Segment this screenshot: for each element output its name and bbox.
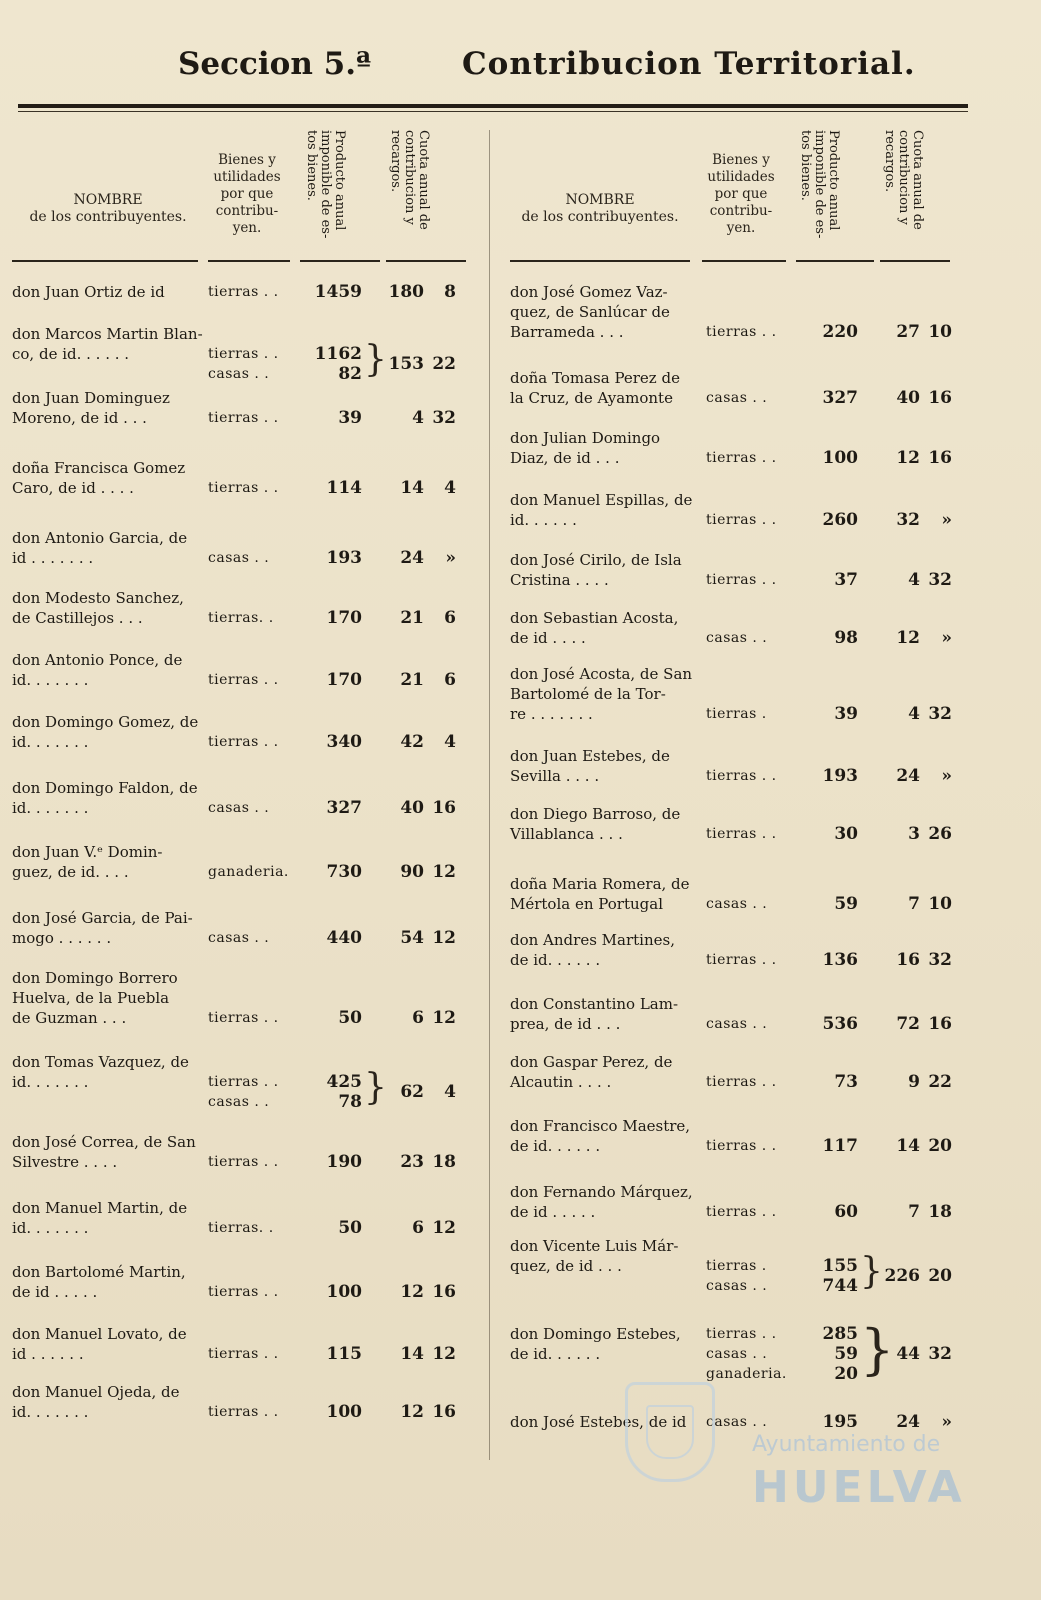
quota-fraction: 32 (928, 950, 952, 970)
contributor-name: don José Acosta, de San Bartolomé de la Tor- re . . . . . . . (510, 665, 693, 723)
quota-fraction: » (941, 1412, 952, 1432)
annual-product: 1459 (314, 282, 362, 302)
annual-quota: 6 (412, 1008, 424, 1028)
annual-quota: 23 (400, 1152, 424, 1172)
annual-product: 260 (822, 510, 858, 530)
header-bienes: Bienes y utilidades por que contribu- yen. (707, 152, 775, 236)
property-type: tierras . . (706, 1074, 777, 1090)
property-type: casas . . (208, 930, 270, 946)
contributor-name: don Modesto Sanchez, de Castillejos . . . (12, 589, 184, 627)
annual-product: 425 78 (326, 1072, 362, 1112)
property-type: tierras . . (706, 952, 777, 968)
quota-fraction: 22 (928, 1072, 952, 1092)
quota-fraction: 20 (928, 1266, 952, 1286)
contributor-name: doña Francisca Gomez Caro, de id . . . . (12, 459, 186, 497)
contributor-name: don José Gomez Vaz- quez, de Sanlúcar de Barrameda . . . (510, 283, 670, 341)
quota-fraction: 6 (444, 670, 456, 690)
quota-fraction: » (445, 548, 456, 568)
annual-quota: 24 (400, 548, 424, 568)
property-type: ganaderia. (208, 864, 289, 880)
property-type: tierras . . (208, 1404, 279, 1420)
contributor-name: don Manuel Lovato, de id . . . . . . (12, 1325, 187, 1363)
property-type: tierras . . (208, 284, 279, 300)
header-bienes: Bienes y utilidades por que contribu- yen. (213, 152, 281, 236)
property-type: casas . . (706, 1016, 768, 1032)
column-divider (489, 130, 490, 1460)
quota-fraction: 10 (928, 322, 952, 342)
header-rule (18, 104, 968, 108)
quota-fraction: 12 (432, 862, 456, 882)
annual-quota: 24 (896, 766, 920, 786)
brace-mark: } (364, 339, 387, 380)
annual-product: 115 (326, 1344, 362, 1364)
contributor-name: don Manuel Espillas, de id. . . . . . (510, 491, 693, 529)
annual-product: 327 (822, 388, 858, 408)
annual-quota: 32 (896, 510, 920, 530)
property-type: tierras . . (208, 480, 279, 496)
annual-quota: 27 (896, 322, 920, 342)
annual-quota: 3 (908, 824, 920, 844)
annual-quota: 12 (400, 1282, 424, 1302)
annual-product: 100 (326, 1282, 362, 1302)
quota-fraction: 4 (444, 732, 456, 752)
brace-mark: } (364, 1067, 387, 1108)
header-underline (208, 260, 290, 262)
annual-product: 50 (338, 1008, 362, 1028)
left-table (8, 120, 476, 1422)
quota-fraction: 10 (928, 894, 952, 914)
annual-quota: 42 (400, 732, 424, 752)
quota-fraction: 8 (444, 282, 456, 302)
header-cuota: Cuota anual de contribucion y recargos. (388, 130, 431, 230)
header-nombre: NOMBRE de los contribuyentes. (521, 192, 679, 225)
property-type: tierras . (706, 706, 767, 722)
annual-quota: 4 (908, 570, 920, 590)
annual-quota: 6 (412, 1218, 424, 1238)
annual-product: 170 (326, 670, 362, 690)
annual-quota: 90 (400, 862, 424, 882)
contributor-name: don Manuel Martin, de id. . . . . . . (12, 1199, 188, 1237)
quota-fraction: 32 (928, 704, 952, 724)
contributor-name: don Bartolomé Martin, de id . . . . . (12, 1263, 186, 1301)
quota-fraction: 18 (928, 1202, 952, 1222)
property-type: tierras . . (208, 410, 279, 426)
annual-quota: 21 (400, 608, 424, 628)
annual-quota: 12 (896, 448, 920, 468)
quota-fraction: 16 (432, 1402, 456, 1422)
contributor-name: don Fernando Márquez, de id . . . . . (510, 1183, 693, 1221)
quota-fraction: 26 (928, 824, 952, 844)
annual-quota: 7 (908, 1202, 920, 1222)
property-type: casas . . (706, 1414, 768, 1430)
annual-quota: 72 (896, 1014, 920, 1034)
annual-product: 136 (822, 950, 858, 970)
quota-fraction: 12 (432, 1218, 456, 1238)
header-underline (880, 260, 950, 262)
quota-fraction: 20 (928, 1136, 952, 1156)
annual-quota: 16 (896, 950, 920, 970)
contributor-name: don José Estebes, de id (510, 1413, 687, 1431)
contributor-name: don Vicente Luis Már- quez, de id . . . (510, 1237, 679, 1275)
property-type: tierras . . (706, 1204, 777, 1220)
annual-quota: 24 (896, 1412, 920, 1432)
annual-product: 39 (834, 704, 858, 724)
annual-product: 195 (822, 1412, 858, 1432)
contributor-name: doña Maria Romera, de Mértola en Portugal (510, 875, 690, 913)
annual-product: 327 (326, 798, 362, 818)
annual-quota: 12 (400, 1402, 424, 1422)
annual-quota: 14 (400, 1344, 424, 1364)
annual-product: 100 (822, 448, 858, 468)
property-type: tierras. . (208, 610, 274, 626)
annual-product: 340 (326, 732, 362, 752)
property-type: tierras . . (208, 1010, 279, 1026)
annual-product: 170 (326, 608, 362, 628)
property-type: tierras . . (706, 1138, 777, 1154)
right-table (510, 120, 970, 1432)
contributor-name: don Juan Estebes, de Sevilla . . . . (510, 747, 670, 785)
quota-fraction: 6 (444, 608, 456, 628)
quota-fraction: 12 (432, 1344, 456, 1364)
property-type: tierras . . (706, 572, 777, 588)
property-type: casas . . (706, 630, 768, 646)
annual-quota: 226 (884, 1266, 920, 1286)
watermark-title: HUELVA (752, 1462, 966, 1513)
property-type: tierras . . casas . . (208, 346, 279, 382)
property-type: tierras . . (208, 1284, 279, 1300)
quota-fraction: 16 (432, 1282, 456, 1302)
watermark-text: Ayuntamiento de (752, 1432, 941, 1457)
contributor-name: don Sebastian Acosta, de id . . . . (510, 609, 679, 647)
annual-product: 193 (822, 766, 858, 786)
quota-fraction: 18 (432, 1152, 456, 1172)
annual-product: 30 (834, 824, 858, 844)
quota-fraction: 32 (928, 1344, 952, 1364)
annual-quota: 14 (400, 478, 424, 498)
annual-quota: 62 (400, 1082, 424, 1102)
quota-fraction: 16 (928, 1014, 952, 1034)
contributor-name: don Domingo Borrero Huelva, de la Puebla de Guzman . . . (12, 969, 178, 1027)
annual-product: 193 (326, 548, 362, 568)
contributor-name: don José Correa, de San Silvestre . . . . (12, 1133, 196, 1171)
annual-product: 98 (834, 628, 858, 648)
annual-quota: 4 (412, 408, 424, 428)
contributor-name: doña Tomasa Perez de la Cruz, de Ayamonte (510, 369, 680, 407)
annual-product: 37 (834, 570, 858, 590)
quota-fraction: 22 (432, 354, 456, 374)
property-type: tierras . . (706, 512, 777, 528)
property-type: casas . . (208, 800, 270, 816)
property-type: tierras . casas . . (706, 1258, 768, 1294)
contributor-name: don Constantino Lam- prea, de id . . . (510, 995, 679, 1033)
left-table-header (8, 120, 476, 270)
contributor-name: don Juan V.ᵉ Domin- guez, de id. . . . (12, 843, 163, 881)
annual-product: 536 (822, 1014, 858, 1034)
annual-quota: 7 (908, 894, 920, 914)
right-table-header (510, 120, 970, 270)
contributor-name: don Domingo Faldon, de id. . . . . . . (12, 779, 198, 817)
property-type: casas . . (706, 390, 768, 406)
quota-fraction: 16 (928, 448, 952, 468)
contributor-name: don José Garcia, de Pai- mogo . . . . . . (12, 909, 193, 947)
property-type: tierras . . (706, 768, 777, 784)
annual-product: 73 (834, 1072, 858, 1092)
annual-quota: 9 (908, 1072, 920, 1092)
annual-quota: 4 (908, 704, 920, 724)
header-rule-thin (18, 111, 968, 112)
annual-product: 39 (338, 408, 362, 428)
quota-fraction: 16 (928, 388, 952, 408)
page-title: Contribucion Territorial. (462, 46, 916, 82)
quota-fraction: 12 (432, 928, 456, 948)
contributor-name: don Juan Dominguez Moreno, de id . . . (12, 389, 170, 427)
annual-quota: 180 (388, 282, 424, 302)
contributor-name: don Juan Ortiz de id (12, 283, 165, 301)
contributor-name: don Diego Barroso, de Villablanca . . . (510, 805, 681, 843)
contributor-name: don Andres Martines, de id. . . . . . (510, 931, 675, 969)
annual-product: 190 (326, 1152, 362, 1172)
property-type: tierras . . (208, 1154, 279, 1170)
quota-fraction: » (941, 766, 952, 786)
quota-fraction: 4 (444, 478, 456, 498)
annual-quota: 12 (896, 628, 920, 648)
property-type: tierras . . casas . . (208, 1074, 279, 1110)
annual-quota: 54 (400, 928, 424, 948)
annual-product: 60 (834, 1202, 858, 1222)
annual-quota: 40 (896, 388, 920, 408)
annual-product: 730 (326, 862, 362, 882)
annual-product: 220 (822, 322, 858, 342)
annual-product: 114 (326, 478, 362, 498)
brace-mark: } (860, 1251, 883, 1292)
contributor-name: don Julian Domingo Diaz, de id . . . (510, 429, 661, 467)
annual-product: 100 (326, 1402, 362, 1422)
header-underline (12, 260, 198, 262)
annual-product: 59 (834, 894, 858, 914)
contributor-name: don Manuel Ojeda, de id. . . . . . . (12, 1383, 180, 1421)
header-underline (796, 260, 874, 262)
contributor-name: don Antonio Garcia, de id . . . . . . . (12, 529, 188, 567)
header-nombre: NOMBRE de los contribuyentes. (29, 192, 187, 225)
annual-product: 1162 82 (314, 344, 362, 384)
property-type: casas . . (208, 550, 270, 566)
header-producto: Producto anual imponible de es- tos bienes. (304, 130, 347, 239)
annual-product: 50 (338, 1218, 362, 1238)
contributor-name: don Marcos Martin Blan- co, de id. . . . . . (12, 325, 203, 363)
quota-fraction: 12 (432, 1008, 456, 1028)
contributor-name: don Gaspar Perez, de Alcautin . . . . (510, 1053, 673, 1091)
header-underline (300, 260, 380, 262)
seal-emblem-icon (625, 1382, 715, 1482)
property-type: casas . . (706, 896, 768, 912)
header-cuota: Cuota anual de contribucion y recargos. (882, 130, 925, 230)
contributor-name: don Francisco Maestre, de id. . . . . . (510, 1117, 691, 1155)
header-underline (702, 260, 786, 262)
property-type: tierras . . casas . . ganaderia. (706, 1326, 787, 1382)
section-label: Seccion 5.ª (178, 46, 372, 82)
property-type: tierras . . (706, 324, 777, 340)
property-type: tierras . . (208, 734, 279, 750)
annual-product: 117 (822, 1136, 858, 1156)
quota-fraction: 32 (928, 570, 952, 590)
quota-fraction: » (941, 510, 952, 530)
brace-mark: } (860, 1318, 895, 1381)
contributor-name: don Domingo Estebes, de id. . . . . . (510, 1325, 681, 1363)
contributor-name: don Tomas Vazquez, de id. . . . . . . (12, 1053, 189, 1091)
header-producto: Producto anual imponible de es- tos bienes. (798, 130, 841, 239)
annual-product: 285 59 20 (822, 1324, 858, 1384)
property-type: tierras . . (706, 826, 777, 842)
page-header (0, 46, 1041, 88)
property-type: tierras . . (208, 1346, 279, 1362)
annual-quota: 14 (896, 1136, 920, 1156)
contributor-name: don Antonio Ponce, de id. . . . . . . (12, 651, 183, 689)
annual-quota: 153 (388, 354, 424, 374)
property-type: tierras . . (208, 672, 279, 688)
header-underline (510, 260, 690, 262)
annual-product: 440 (326, 928, 362, 948)
header-underline (386, 260, 466, 262)
property-type: tierras. . (208, 1220, 274, 1236)
contributor-name: don Domingo Gomez, de id. . . . . . . (12, 713, 199, 751)
annual-quota: 21 (400, 670, 424, 690)
contributor-name: don José Cirilo, de Isla Cristina . . . . (510, 551, 682, 589)
quota-fraction: 4 (444, 1082, 456, 1102)
annual-quota: 40 (400, 798, 424, 818)
annual-quota: 44 (896, 1344, 920, 1364)
quota-fraction: 32 (432, 408, 456, 428)
annual-product: 155 744 (822, 1256, 858, 1296)
quota-fraction: » (941, 628, 952, 648)
property-type: tierras . . (706, 450, 777, 466)
quota-fraction: 16 (432, 798, 456, 818)
